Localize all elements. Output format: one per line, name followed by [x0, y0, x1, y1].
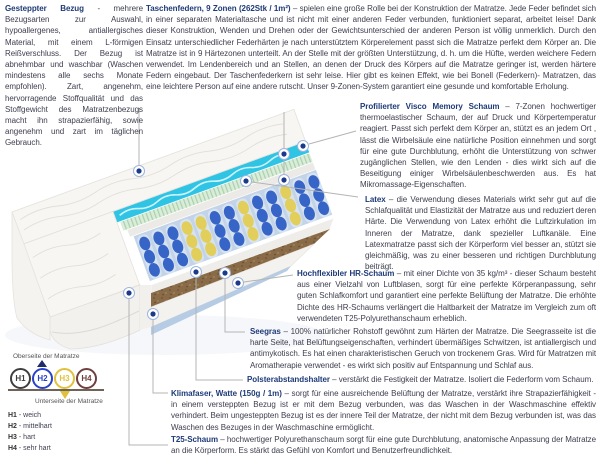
label-t25: T25-Schaum – hochwertiger Polyurethanschaum sorgt für eine gute Durchblutung, anatomische Anpassung der Matratze an die Körperform. Es stärkt das Gefühl von Komfort und Benutzerfreundlichkeit. [171, 435, 596, 456]
paragraph-cover: Gesteppter Bezug - mehrere Bezugsarten zur Auswahl, hypoallergenes, antiallergisches Material, mit einem L-förmigen Reißverschluss. Der Bezug ist abnehmbar und waschbar (Waschen mindestens alle sechs Monate empfohlen). Zart, angenehm, hervorragende Stoffqualität und das Stoffgewicht des Matratzenbezugs macht ihn strapazierfähig, sowie angenehm und zart im täglichen Gebrauch. [5, 4, 143, 148]
hardness-badge-h2: H2 [32, 368, 53, 389]
legend-item-h1: H1 - weich [8, 412, 42, 419]
bottomside-label: Unterseite der Matratze [35, 398, 103, 405]
pocket-springs-heading: Taschenfedern, 9 Zonen (262Stk / 1m²) [146, 4, 291, 13]
topside-arrow-icon [37, 360, 47, 367]
marker-latex [241, 176, 252, 187]
legend-item-h2: H2 - mittelhart [8, 423, 52, 430]
legend-item-h3: H3 - hart [8, 434, 36, 441]
label-klimafaser: Klimafaser, Watte (150g / 1m) – sorgt für eine ausreichende Belüftung der Matratze, verstärkt ihre Strapazierfähigkeit - in einem versteppten Bezug ist er mit dem Bezug verbunden, was das Waschen in der Waschmaschine effektiv verhindert. Beim ungesteppten Bezug ist es der innere Teil der Matratze, der nicht mit dem Bezug verbunden ist, was das Waschen des Bezuges in der Waschmaschine ermöglicht. [171, 389, 596, 432]
label-spacer: Polsterabstandshalter – verstärkt die Festigkeit der Matratze. Isoliert die Federform vom Schaum. [247, 375, 594, 384]
paragraph-pocket-springs: Taschenfedern, 9 Zonen (262Stk / 1m²) – spielen eine große Rolle bei der Konstruktion der Matratze. Jede Feder befindet sich in einer separaten Materialtasche und ist nicht mit einer anderen Feder verbunden, funktioniert separat, arbeitet leise! Dank dieser Konstruktion, Wenden und Drehen oder der Gewichtsunterschied der anderen Person ist völlig unmerklich. Durch den Einsatz unterschiedlicher Federhärten je nach unterstütztem Körperelement passt sich die Matratze perfekt dem Körper an. Die Matratze ist in 9 Härtezonen unterteilt. An der Stelle mit der größten Unterstützung, d. h. um die Hüfte, werden weichere Federn verwendet. Im Lendenbereich und an Stellen, an denen der Druck des Körpers auf die Matratze geringer ist, werden härtere Federn eingebaut. Der Taschenfederkern ist sehr leise. Hier gibt es keinen Effekt, wie bei Bonell (Federkern)- Matratzen, das eine leichtere Person auf eine andere rutscht. Unser 9-Zonen-System garantiert eine gesunde und komfortable Erholung. [146, 4, 596, 92]
hardness-badge-h3: H3 [54, 368, 75, 389]
marker-visco [298, 141, 309, 152]
label-seagrass: Seegras – 100% natürlicher Rohstoff gewöhnt zum Härten der Matratze. Die Seegrasseite ist die harte Seite, hat Belüftungseigenschaften, verhindert übermäßiges Schwitzen, ist antiallergisch und antimykotisch. Es hat einen charakteristischen Geruch von trockenem Gras. Wird für Matratzen mit Aromatherapie verwendet - es wirkt sich positiv auf Entspannung und Schlaf aus. [250, 327, 596, 370]
marker-springs-top [279, 149, 290, 160]
marker-hr-foam [233, 278, 244, 289]
marker-cover [134, 166, 145, 177]
hardness-badge-h4: H4 [76, 368, 97, 389]
hardness-legend [8, 352, 128, 462]
legend-item-h4: H4 - sehr hart [8, 445, 51, 452]
marker-spacer [191, 267, 202, 278]
label-visco: Profilierter Visco Memory Schaum – 7-Zonen hochwertiger thermoelastischer Schaum, der auf Druck und Körpertemperatur reagiert. Passt sich perfekt dem Körper an, stützt es an jedem Ort , lässt die Wirbelsäule eine natürliche Position einnehmen und sorgt für eine gute Durchblutung, erhöht die Unterstützung von schwer zugänglichen Stellen, wie den Lenden - dies wirkt sich auf die Beseitigung einiger Wirbelsäulenbeschwerden aus. Es hat Mikromassage-Eigenschaften. [360, 102, 596, 190]
topside-label: Oberseite der Matratze [13, 353, 80, 360]
label-latex: Latex – die Verwendung dieses Materials wirkt sehr gut auf die Schlafqualität und Elastizität der Matratze aus und reduziert deren Härte. Die Verwendung von Latex erhöht die Luftzirkulation im Inneren der Matratze, dank spezieller Luftkanäle. Eine Latexmatratze passt sich der Körperform viel besser an, stützt sie gleichmäßig, was zu einer besseren und richtigen Durchblutung beiträgt. [365, 195, 596, 272]
hardness-badge-h1: H1 [10, 368, 31, 389]
marker-springs [279, 175, 290, 186]
label-hr-foam: Hochflexibler HR-Schaum – mit einer Dichte von 35 kg/m³ - dieser Schaum besteht aus einer Vielzahl von Luftblasen, sorgt für eine perfekte Körperanpassung, sehr guten Schlafkomfort und garantiert eine perfekte Belüftung der Matratze. Die erhöhte Dichte des HR-Schaums verlängert die Haltbarkeit der Matratze im Vergleich zum oft verwendeten T25-Polyurethanschaum erheblich. [297, 269, 597, 323]
marker-t25 [124, 288, 135, 299]
legend-baseline [8, 389, 104, 391]
marker-klimafaser [148, 309, 159, 320]
marker-seagrass [220, 268, 231, 279]
hr-frame-face [140, 285, 151, 330]
cover-heading: Gesteppter Bezug [5, 4, 84, 13]
